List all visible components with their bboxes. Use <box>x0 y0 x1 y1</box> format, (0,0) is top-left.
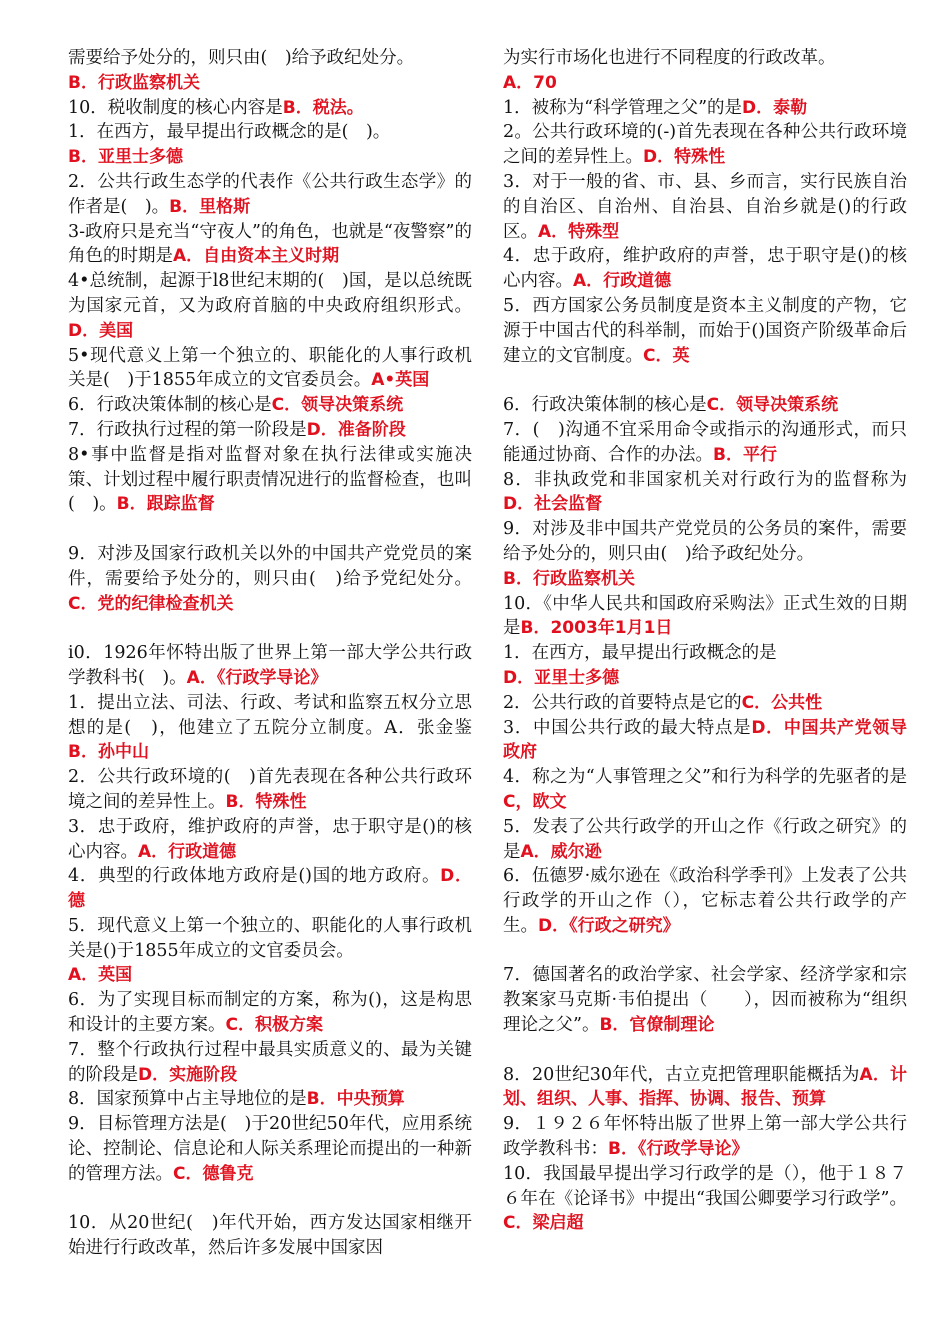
answer-text: C．德鲁克 <box>173 1163 254 1184</box>
blank-line <box>68 1187 472 1212</box>
question-text: 3．忠于政府，维护政府的声誉，忠于职守是()的核心内容。 <box>68 816 472 862</box>
blank-line <box>503 1038 907 1063</box>
question-text: 8．20世纪30年代，古立克把管理职能概括为 <box>503 1064 860 1085</box>
question-paragraph <box>503 641 907 666</box>
question-paragraph <box>503 567 907 592</box>
question-paragraph <box>503 592 907 642</box>
question-paragraph <box>68 542 472 616</box>
question-paragraph <box>503 244 907 294</box>
question-text: 1．在西方，最早提出行政概念的是( )。 <box>68 122 391 143</box>
answer-text: A．70 <box>503 72 557 93</box>
question-text: 4．典型的行政体地方政府是()国的地方政府。 <box>68 866 441 887</box>
question-text: 7．行政执行过程的第一阶段是 <box>68 419 307 440</box>
question-paragraph <box>503 765 907 815</box>
question-paragraph <box>68 46 472 71</box>
answer-text: B．行政监察机关 <box>68 72 200 93</box>
answer-text: D．《行政之研究》 <box>538 915 680 936</box>
answer-text: C．英 <box>643 345 690 366</box>
question-text: 10．从20世纪( )年代开始，西方发达国家相继开始进行行政改革，然后许多发展中国家因 <box>68 1213 472 1259</box>
question-text: 需要给予处分的，则只由( )给予政纪处分。 <box>68 48 415 68</box>
answer-text: B．税法。 <box>282 97 364 118</box>
question-paragraph <box>503 666 907 691</box>
question-paragraph <box>68 220 472 270</box>
question-paragraph <box>68 765 472 815</box>
question-paragraph <box>68 963 472 988</box>
answer-text: B．官僚制理论 <box>599 1015 715 1036</box>
question-paragraph <box>503 963 907 1037</box>
answer-text: D．社会监督 <box>503 494 603 515</box>
question-paragraph <box>503 418 907 468</box>
question-text: 10．《中华人民共和国政府采购法》正式生效的日期是 <box>503 593 907 639</box>
question-paragraph <box>68 864 472 914</box>
answer-text: D．泰勒 <box>742 97 808 118</box>
question-text: 10．税收制度的核心内容是 <box>68 97 283 118</box>
question-paragraph <box>503 468 907 518</box>
question-paragraph <box>68 988 472 1038</box>
question-text: 6．行政决策体制的核心是 <box>68 395 272 416</box>
answer-text: C，欧文 <box>503 791 567 812</box>
question-text: 2。公共行政环境的(-)首先表现在各种公共行政环境之间的差异性上。 <box>503 122 907 168</box>
question-text: 9．１９２６年怀特出版了世界上第一部大学公共行政学教科书： <box>503 1114 907 1160</box>
answer-text: B．2003年1月1日 <box>520 618 673 639</box>
answer-text: A•英国 <box>371 370 430 391</box>
question-text: 2．公共行政生态学的代表作《公共行政生态学》的作者是( )。 <box>68 171 472 217</box>
question-text: 4．忠于政府，维护政府的声誉，忠于职守是()的核心内容。 <box>503 246 907 292</box>
question-paragraph <box>68 1087 472 1112</box>
question-paragraph <box>68 1211 472 1261</box>
answer-text: C．梁启超 <box>503 1213 584 1234</box>
question-paragraph <box>68 170 472 220</box>
answer-text: D．实施阶段 <box>138 1064 238 1085</box>
question-text: 5．发表了公共行政学的开山之作《行政之研究》的是 <box>503 816 907 862</box>
question-paragraph <box>68 344 472 394</box>
answer-text: B．《行政学导论》 <box>608 1139 749 1160</box>
answer-text: D．准备阶段 <box>306 419 406 440</box>
question-text: 5•现代意义上第一个独立的、职能化的人事行政机关是( )于1855年成立的文官委员会。 <box>68 345 472 391</box>
question-paragraph <box>68 1112 472 1186</box>
question-text: 2．公共行政的首要特点是它的 <box>503 692 742 713</box>
question-text: 6．伍德罗·威尔逊在《政治科学季刊》上发表了公共行政学的开山之作（），它标志着公共行政学的产生。 <box>503 866 907 936</box>
answer-text: B．跟踪监督 <box>116 494 215 515</box>
question-paragraph <box>503 864 907 938</box>
question-paragraph <box>503 1112 907 1162</box>
question-text: 9．对涉及国家行政机关以外的中国共产党党员的案件，需要给予处分的，则只由( )给予党纪处分。 <box>68 543 472 589</box>
question-text: 5．现代意义上第一个独立的、职能化的人事行政机关是()于1855年成立的文官委员会。 <box>68 915 472 961</box>
blank-line <box>68 616 472 641</box>
answer-text: C．公共性 <box>741 692 823 713</box>
question-text: 1．提出立法、司法、行政、考试和监察五权分立思想的是( )，他建立了五院分立制度。A．张金鉴 <box>68 692 472 738</box>
question-paragraph <box>503 120 907 170</box>
answer-text: C．领导决策系统 <box>271 395 404 416</box>
question-paragraph <box>68 71 472 96</box>
question-text: 8．国家预算中占主导地位的是 <box>68 1089 307 1110</box>
question-text: i0．1926年怀特出版了世界上第一部大学公共行政学教科书( )。 <box>68 643 472 688</box>
answer-text: A．行政道德 <box>573 271 672 292</box>
question-paragraph <box>68 443 472 517</box>
question-paragraph <box>68 691 472 765</box>
question-text: 4．称之为“人事管理之父”和行为科学的先驱者的是 <box>503 767 907 788</box>
answer-text: D．亚里士多德 <box>503 667 620 688</box>
answer-text: B．行政监察机关 <box>503 568 635 589</box>
question-text: 为实行市场化也进行不同程度的行政改革。 <box>503 48 836 68</box>
question-paragraph <box>503 691 907 716</box>
question-text: 1．被称为“科学管理之父”的是 <box>503 97 743 118</box>
question-text: 10．我国最早提出学习行政学的是（），他于１８７６年在《论译书》中提出“我国公卿要学习行政学”。 <box>503 1163 907 1209</box>
question-paragraph <box>503 393 907 418</box>
answer-text: C．党的纪律检查机关 <box>68 593 234 614</box>
question-paragraph <box>503 1063 907 1113</box>
question-paragraph <box>503 1162 907 1236</box>
answer-text: B．中央预算 <box>306 1089 405 1110</box>
question-text: 3．中国公共行政的最大特点是 <box>503 717 752 738</box>
question-paragraph <box>68 96 472 121</box>
answer-text: A．英国 <box>68 965 133 986</box>
question-paragraph <box>68 641 472 691</box>
answer-text: B．孙中山 <box>68 742 149 763</box>
answer-text: D．中国共产党领导政府 <box>503 717 907 763</box>
answer-text: B．亚里士多德 <box>68 147 183 168</box>
question-text: 4•总统制，起源于l8世纪末期的( )国，是以总统既为国家元首，又为政府首脑的中央政府组织形式。 <box>68 271 472 316</box>
answer-text: A．自由资本主义时期 <box>173 246 340 267</box>
question-text: 1．在西方，最早提出行政概念的是 <box>503 643 777 664</box>
question-paragraph <box>503 170 907 244</box>
question-paragraph <box>503 96 907 121</box>
answer-text: A．特殊型 <box>538 221 620 242</box>
blank-line <box>503 939 907 964</box>
answer-text: A．计划、组织、人事、指挥、协调、报告、预算 <box>503 1064 907 1110</box>
question-paragraph <box>68 1038 472 1088</box>
answer-text: B．特殊性 <box>225 791 307 812</box>
question-text: 7．德国著名的政治学家、社会学家、经济学家和宗教案家马克斯·韦伯提出（ ），因而被称为“组织理论之父”。 <box>503 965 907 1036</box>
answer-text: D．德 <box>68 866 472 912</box>
question-text: 7．整个行政执行过程中最具实质意义的、最为关键的阶段是 <box>68 1039 472 1085</box>
left-column <box>68 46 472 1261</box>
answer-text: A．威尔逊 <box>520 841 602 862</box>
blank-line <box>503 368 907 393</box>
question-text: 8•事中监督是指对监督对象在执行法律或实施决策、计划过程中履行职责情况进行的监督检查，也叫( )。 <box>68 444 472 515</box>
answer-text: B．里格斯 <box>169 196 251 217</box>
question-paragraph <box>68 145 472 170</box>
question-text: 9．对涉及非中国共产党党员的公务员的案件，需要给予处分的，则只由( )给予政纪处分。 <box>503 519 907 564</box>
right-column <box>503 46 907 1236</box>
question-paragraph <box>68 120 472 145</box>
question-text: 6．行政决策体制的核心是 <box>503 395 707 416</box>
question-text: 2．公共行政环境的( )首先表现在各种公共行政环境之间的差异性上。 <box>68 767 472 812</box>
question-text: 5．西方国家公务员制度是资本主义制度的产物，它源于中国古代的科举制，而始于()国资产阶级革命后建立的文官制度。 <box>503 295 907 366</box>
question-paragraph <box>503 294 907 368</box>
question-text: 8．非执政党和非国家机关对行政行为的监督称为 <box>503 469 907 490</box>
answer-text: D．美国 <box>68 320 134 341</box>
answer-text: D．特殊性 <box>643 147 726 168</box>
question-paragraph <box>68 418 472 443</box>
answer-text: B．平行 <box>713 444 777 465</box>
question-text: 3-政府只是充当“守夜人”的角色，也就是“夜警察”的角色的时期是 <box>68 221 472 267</box>
answer-text: C．领导决策系统 <box>706 395 839 416</box>
question-paragraph <box>503 46 907 71</box>
question-paragraph <box>68 914 472 964</box>
answer-text: A．《行政学导论》 <box>186 667 328 688</box>
question-paragraph <box>68 393 472 418</box>
answer-text: A．行政道德 <box>138 841 237 862</box>
answer-text: C．积极方案 <box>225 1015 323 1036</box>
question-paragraph <box>503 517 907 567</box>
question-paragraph <box>503 815 907 865</box>
question-text: 7．( )沟通不宜采用命令或指示的沟通形式，而只能通过协商、合作的办法。 <box>503 419 907 465</box>
question-paragraph <box>68 269 472 343</box>
question-paragraph <box>503 716 907 766</box>
question-paragraph <box>68 815 472 865</box>
question-text: 9．目标管理方法是( )于20世纪50年代，应用系统论、控制论、信息论和人际关系理论而提出的一种新的管理方法。 <box>68 1114 472 1184</box>
question-text: 6．为了实现目标而制定的方案，称为()，这是构思和设计的主要方案。 <box>68 990 472 1036</box>
blank-line <box>68 517 472 542</box>
question-paragraph <box>503 71 907 96</box>
question-text: 3．对于一般的省、市、县、乡而言，实行民族自治的自治区、自治州、自治县、自治乡就是()的行政区。 <box>503 171 907 242</box>
